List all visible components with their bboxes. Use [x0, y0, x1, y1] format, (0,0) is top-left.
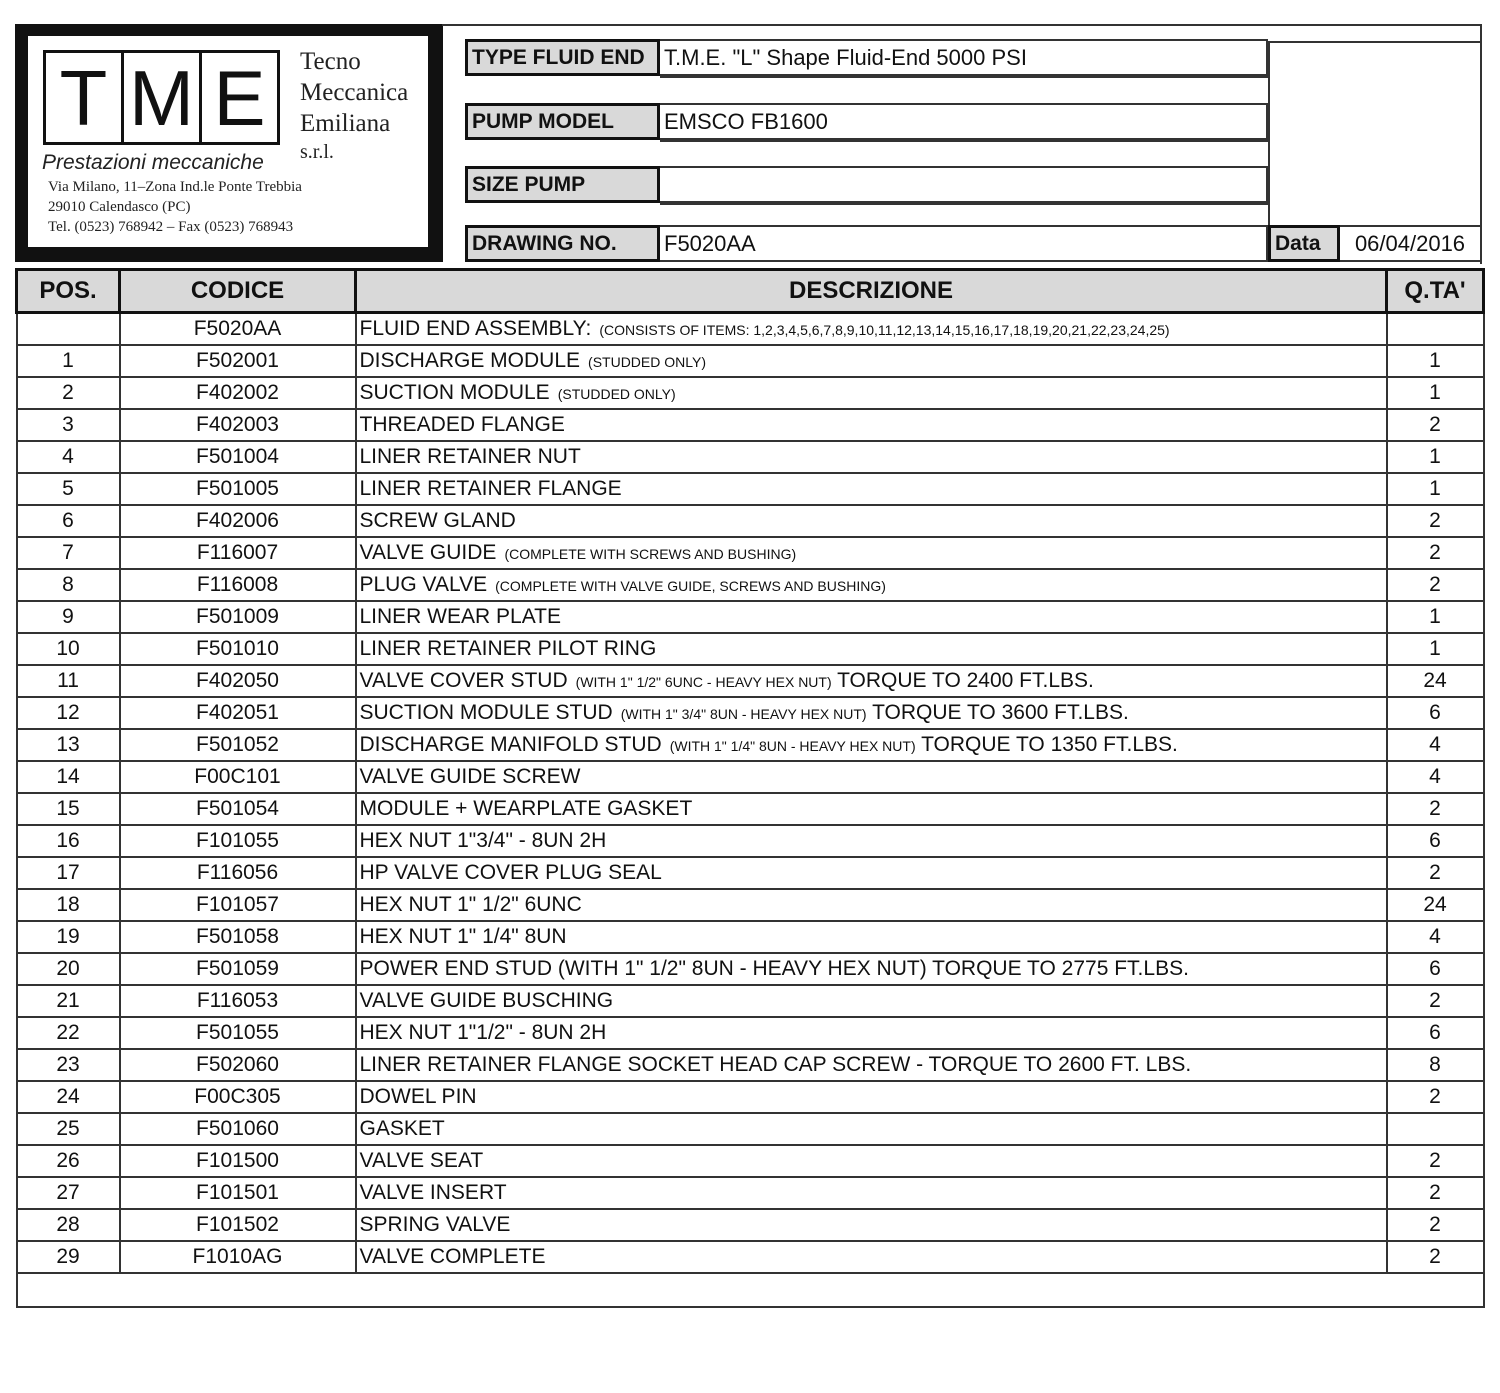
address-line: Tel. (0523) 768942 – Fax (0523) 768943: [48, 219, 294, 235]
cell-code: F101055: [120, 825, 356, 857]
cell-code: F116053: [120, 985, 356, 1017]
cell-pos: 8: [17, 569, 120, 601]
description-text: LINER RETAINER PILOT RING: [359, 637, 657, 660]
description-text: HEX NUT 1" 1/4" 8UN: [359, 925, 567, 948]
description-note: (WITH 1" 3/4" 8UN - HEAVY HEX NUT): [620, 706, 867, 722]
cell-code: F00C305: [120, 1081, 356, 1113]
description-note: (STUDDED ONLY): [588, 354, 706, 370]
cell-pos: 14: [17, 761, 120, 793]
cell-code: F402050: [120, 665, 356, 697]
cell-quantity: 8: [1387, 1049, 1484, 1081]
cell-pos: 20: [17, 953, 120, 985]
cell-quantity: 2: [1387, 409, 1484, 441]
description-note: (COMPLETE WITH VALVE GUIDE, SCREWS AND BUSHING): [495, 578, 886, 594]
cell-code: F502060: [120, 1049, 356, 1081]
table-row: [17, 313, 1484, 346]
cell-description: [356, 697, 1387, 729]
cell-quantity: 2: [1387, 537, 1484, 569]
cell-pos: 17: [17, 857, 120, 889]
company-name-line: Tecno: [300, 48, 361, 75]
table-row: [17, 1145, 1484, 1177]
cell-pos: 15: [17, 793, 120, 825]
description-torque: TORQUE TO 2400 FT.LBS.: [837, 669, 1094, 692]
size-pump-row: [465, 166, 1268, 203]
cell-description: [356, 1017, 1387, 1049]
parts-table: [15, 268, 1485, 1308]
cell-code: F116008: [120, 569, 356, 601]
cell-code: F402002: [120, 377, 356, 409]
table-footer-row: [17, 1273, 1484, 1307]
cell-quantity: 2: [1387, 793, 1484, 825]
cell-quantity: 1: [1387, 441, 1484, 473]
cell-pos: 7: [17, 537, 120, 569]
cell-description: [356, 345, 1387, 377]
cell-code: F402051: [120, 697, 356, 729]
cell-code: F101500: [120, 1145, 356, 1177]
table-row: [17, 665, 1484, 697]
cell-pos: 23: [17, 1049, 120, 1081]
cell-code: F501009: [120, 601, 356, 633]
cell-quantity: 4: [1387, 921, 1484, 953]
cell-quantity: 1: [1387, 473, 1484, 505]
cell-description: [356, 953, 1387, 985]
table-row: [17, 761, 1484, 793]
cell-code: F402006: [120, 505, 356, 537]
cell-pos: 10: [17, 633, 120, 665]
cell-quantity: 6: [1387, 1017, 1484, 1049]
description-text: HEX NUT 1"3/4" - 8UN 2H: [359, 829, 607, 852]
company-logo-block: [15, 24, 443, 262]
description-text: HEX NUT 1" 1/2" 6UNC: [359, 893, 582, 916]
cell-description: [356, 921, 1387, 953]
description-text: MODULE + WEARPLATE GASKET: [359, 797, 693, 820]
tme-logo: [43, 50, 277, 145]
description-note: (CONSISTS OF ITEMS: 1,2,3,4,5,6,7,8,9,10,11,12,13,14,15,16,17,18,19,20,21,22,23,24,25): [599, 322, 1170, 338]
table-row: [17, 377, 1484, 409]
table-row: [17, 793, 1484, 825]
cell-description: [356, 793, 1387, 825]
type-fluid-end-label: TYPE FLUID END: [465, 39, 660, 76]
cell-code: F501004: [120, 441, 356, 473]
description-note: (WITH 1" 1/2" 6UNC - HEAVY HEX NUT): [575, 674, 832, 690]
table-row: [17, 1241, 1484, 1273]
table-row: [17, 569, 1484, 601]
cell-quantity: 2: [1387, 1145, 1484, 1177]
cell-quantity: 4: [1387, 729, 1484, 761]
cell-quantity: [1387, 1113, 1484, 1145]
cell-quantity: 1: [1387, 377, 1484, 409]
cell-pos: 27: [17, 1177, 120, 1209]
cell-quantity: 1: [1387, 601, 1484, 633]
cell-quantity: 6: [1387, 697, 1484, 729]
pump-model-label: PUMP MODEL: [465, 103, 660, 140]
table-row: [17, 921, 1484, 953]
cell-description: [356, 1209, 1387, 1241]
description-text: VALVE GUIDE SCREW: [359, 765, 581, 788]
cell-code: F501010: [120, 633, 356, 665]
divider: [660, 203, 1268, 205]
table-row: [17, 825, 1484, 857]
cell-description: [356, 313, 1387, 346]
table-row: [17, 633, 1484, 665]
cell-quantity: 1: [1387, 633, 1484, 665]
cell-code: F1010AG: [120, 1241, 356, 1273]
size-pump-value: [660, 166, 1268, 203]
cell-quantity: 6: [1387, 953, 1484, 985]
logo-letter-t: T: [43, 50, 124, 145]
cell-code: F00C101: [120, 761, 356, 793]
cell-description: [356, 601, 1387, 633]
cell-description: [356, 761, 1387, 793]
cell-description: [356, 409, 1387, 441]
drawing-no-label: DRAWING NO.: [465, 225, 660, 262]
cell-code: F501054: [120, 793, 356, 825]
cell-pos: 5: [17, 473, 120, 505]
cell-code: F101502: [120, 1209, 356, 1241]
cell-pos: 21: [17, 985, 120, 1017]
address-line: Via Milano, 11–Zona Ind.le Ponte Trebbia: [48, 179, 302, 195]
cell-code: F501052: [120, 729, 356, 761]
address-line: 29010 Calendasco (PC): [48, 199, 191, 215]
cell-description: [356, 569, 1387, 601]
company-name-line: Meccanica: [300, 79, 409, 106]
cell-pos: 24: [17, 1081, 120, 1113]
description-note: (STUDDED ONLY): [557, 386, 676, 402]
company-name-line: Emiliana: [300, 110, 391, 137]
header-code: CODICE: [120, 270, 356, 313]
header-description: DESCRIZIONE: [356, 270, 1387, 313]
company-name-line: s.r.l.: [300, 141, 334, 163]
description-text: SPRING VALVE: [359, 1213, 511, 1236]
cell-quantity: 2: [1387, 1081, 1484, 1113]
description-text: POWER END STUD (WITH 1" 1/2" 8UN - HEAVY HEX NUT) TORQUE TO 2775 FT.LBS.: [359, 957, 1189, 980]
cell-description: [356, 1113, 1387, 1145]
divider: [660, 76, 1268, 78]
description-note: (WITH 1" 1/4" 8UN - HEAVY HEX NUT): [669, 738, 916, 754]
description-text: LINER WEAR PLATE: [359, 605, 561, 628]
description-text: PLUG VALVE: [359, 573, 488, 596]
cell-description: [356, 1145, 1387, 1177]
cell-pos: 12: [17, 697, 120, 729]
cell-code: F116056: [120, 857, 356, 889]
cell-quantity: 2: [1387, 1209, 1484, 1241]
cell-pos: 9: [17, 601, 120, 633]
company-logo-panel: [25, 33, 431, 250]
type-fluid-end-row: [465, 39, 1268, 76]
date-label: Data: [1268, 225, 1340, 262]
cell-quantity: 2: [1387, 857, 1484, 889]
description-text: LINER RETAINER FLANGE SOCKET HEAD CAP SCREW - TORQUE TO 2600 FT. LBS.: [359, 1053, 1192, 1076]
description-torque: TORQUE TO 1350 FT.LBS.: [921, 733, 1178, 756]
table-row: [17, 345, 1484, 377]
cell-code: F101501: [120, 1177, 356, 1209]
cell-description: [356, 1081, 1387, 1113]
company-tagline: Prestazioni meccaniche: [42, 151, 264, 174]
cell-quantity: 2: [1387, 1241, 1484, 1273]
cell-pos: 2: [17, 377, 120, 409]
cell-description: [356, 665, 1387, 697]
table-row: [17, 1017, 1484, 1049]
cell-pos: 16: [17, 825, 120, 857]
parts-table-body: [17, 313, 1484, 1308]
description-text: LINER RETAINER FLANGE: [359, 477, 622, 500]
cell-description: [356, 1049, 1387, 1081]
cell-code: F502001: [120, 345, 356, 377]
description-text: VALVE INSERT: [359, 1181, 507, 1204]
cell-pos: 6: [17, 505, 120, 537]
cell-code: F101057: [120, 889, 356, 921]
cell-description: [356, 473, 1387, 505]
cell-pos: 26: [17, 1145, 120, 1177]
company-name: [300, 46, 408, 165]
table-row: [17, 1113, 1484, 1145]
cell-pos: 18: [17, 889, 120, 921]
header-pos: POS.: [17, 270, 120, 313]
pump-model-value: EMSCO FB1600: [660, 103, 1268, 140]
table-row: [17, 537, 1484, 569]
description-text: VALVE GUIDE: [359, 541, 497, 564]
cell-description: [356, 505, 1387, 537]
cell-description: [356, 889, 1387, 921]
footer-cell: [17, 1273, 1484, 1307]
table-row: [17, 473, 1484, 505]
cell-code: F116007: [120, 537, 356, 569]
description-note: (COMPLETE WITH SCREWS AND BUSHING): [504, 546, 797, 562]
description-text: HP VALVE COVER PLUG SEAL: [359, 861, 662, 884]
table-row: [17, 1209, 1484, 1241]
cell-quantity: 24: [1387, 889, 1484, 921]
cell-quantity: 2: [1387, 505, 1484, 537]
description-text: HEX NUT 1"1/2" - 8UN 2H: [359, 1021, 607, 1044]
cell-quantity: 24: [1387, 665, 1484, 697]
table-row: [17, 505, 1484, 537]
cell-pos: 1: [17, 345, 120, 377]
table-row: [17, 1177, 1484, 1209]
cell-code: F5020AA: [120, 313, 356, 346]
cell-pos: 13: [17, 729, 120, 761]
divider: [1268, 41, 1270, 251]
cell-quantity: [1387, 313, 1484, 346]
cell-code: F501058: [120, 921, 356, 953]
cell-quantity: 2: [1387, 569, 1484, 601]
cell-code: F501059: [120, 953, 356, 985]
description-text: VALVE GUIDE BUSCHING: [359, 989, 614, 1012]
date-value: 06/04/2016: [1340, 225, 1482, 262]
divider: [660, 140, 1268, 142]
cell-description: [356, 985, 1387, 1017]
description-text: THREADED FLANGE: [359, 413, 565, 436]
cell-description: [356, 377, 1387, 409]
table-row: [17, 889, 1484, 921]
logo-letter-m: M: [121, 50, 202, 145]
description-text: SCREW GLAND: [359, 509, 516, 532]
size-pump-label: SIZE PUMP: [465, 166, 660, 203]
description-text: LINER RETAINER NUT: [359, 445, 581, 468]
table-row: [17, 857, 1484, 889]
description-text: SUCTION MODULE STUD: [359, 701, 613, 724]
cell-code: F402003: [120, 409, 356, 441]
cell-quantity: 4: [1387, 761, 1484, 793]
company-address: [48, 177, 302, 237]
description-text: SUCTION MODULE: [359, 381, 550, 404]
cell-code: F501060: [120, 1113, 356, 1145]
table-row: [17, 441, 1484, 473]
description-text: VALVE COMPLETE: [359, 1245, 546, 1268]
drawing-no-value: F5020AA: [660, 225, 1268, 262]
cell-code: F501055: [120, 1017, 356, 1049]
drawing-no-row: [465, 225, 1268, 262]
description-text: VALVE SEAT: [359, 1149, 484, 1172]
table-row: [17, 697, 1484, 729]
cell-quantity: 2: [1387, 985, 1484, 1017]
table-row: [17, 1049, 1484, 1081]
pump-model-row: [465, 103, 1268, 140]
cell-pos: 11: [17, 665, 120, 697]
cell-pos: 19: [17, 921, 120, 953]
table-header-row: [17, 270, 1484, 313]
type-fluid-end-value: T.M.E. "L" Shape Fluid-End 5000 PSI: [660, 39, 1268, 76]
table-row: [17, 985, 1484, 1017]
description-text: FLUID END ASSEMBLY:: [359, 317, 592, 340]
cell-code: F501005: [120, 473, 356, 505]
description-text: DISCHARGE MANIFOLD STUD: [359, 733, 662, 756]
cell-pos: 4: [17, 441, 120, 473]
cell-description: [356, 825, 1387, 857]
cell-pos: 29: [17, 1241, 120, 1273]
table-row: [17, 1081, 1484, 1113]
description-text: DOWEL PIN: [359, 1085, 477, 1108]
description-text: VALVE COVER STUD: [359, 669, 568, 692]
cell-quantity: 2: [1387, 1177, 1484, 1209]
cell-quantity: 1: [1387, 345, 1484, 377]
cell-pos: 28: [17, 1209, 120, 1241]
cell-pos: [17, 313, 120, 346]
cell-pos: 25: [17, 1113, 120, 1145]
table-row: [17, 409, 1484, 441]
cell-description: [356, 857, 1387, 889]
description-torque: TORQUE TO 3600 FT.LBS.: [872, 701, 1129, 724]
header-quantity: Q.TA': [1387, 270, 1484, 313]
cell-description: [356, 1241, 1387, 1273]
cell-description: [356, 441, 1387, 473]
description-text: GASKET: [359, 1117, 445, 1140]
table-row: [17, 601, 1484, 633]
description-text: DISCHARGE MODULE: [359, 349, 581, 372]
table-row: [17, 729, 1484, 761]
cell-pos: 3: [17, 409, 120, 441]
cell-description: [356, 537, 1387, 569]
cell-quantity: 6: [1387, 825, 1484, 857]
divider: [1268, 41, 1482, 43]
cell-description: [356, 729, 1387, 761]
cell-description: [356, 1177, 1387, 1209]
cell-pos: 22: [17, 1017, 120, 1049]
cell-description: [356, 633, 1387, 665]
table-row: [17, 953, 1484, 985]
logo-letter-e: E: [199, 50, 280, 145]
